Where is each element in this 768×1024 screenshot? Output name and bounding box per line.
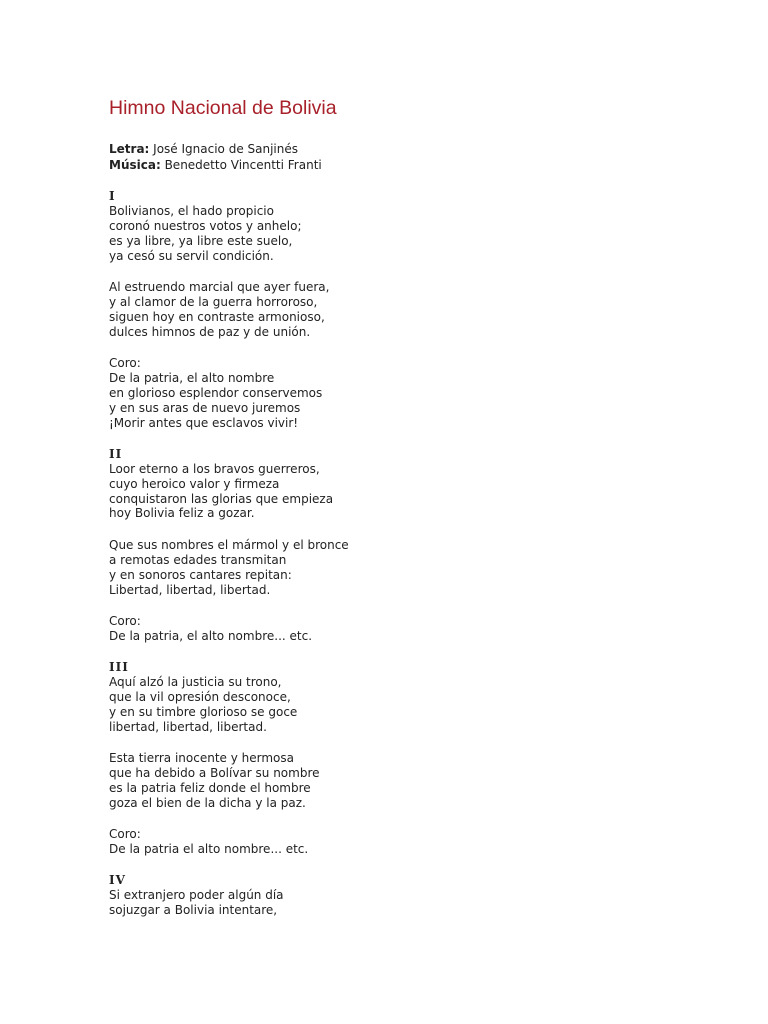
lyric-line: hoy Bolivia feliz a gozar. bbox=[109, 506, 255, 521]
music-label: Música: bbox=[109, 158, 161, 172]
stanza bbox=[109, 827, 349, 857]
lyric-line: es ya libre, ya libre este suelo, bbox=[109, 233, 293, 248]
lyric-line: libertad, libertad, libertad. bbox=[109, 719, 267, 734]
lyric-line: y al clamor de la guerra horroroso, bbox=[109, 294, 318, 309]
lyric-line: en glorioso esplendor conservemos bbox=[109, 385, 323, 400]
lyric-line: Aquí alzó la justicia su trono, bbox=[109, 674, 282, 689]
stanza-numeral: I bbox=[109, 189, 116, 203]
lyric-line: Si extranjero poder algún día bbox=[109, 888, 284, 903]
lyrics-author: José Ignacio de Sanjinés bbox=[153, 142, 299, 156]
lyric-line: Libertad, libertad, libertad. bbox=[109, 582, 271, 597]
lyric-line: goza el bien de la dicha y la paz. bbox=[109, 795, 306, 810]
lyric-line: que la vil opresión desconoce, bbox=[109, 689, 291, 704]
music-author: Benedetto Vincentti Franti bbox=[164, 158, 322, 172]
lyric-line: y en sus aras de nuevo juremos bbox=[109, 400, 301, 415]
stanza bbox=[109, 538, 349, 598]
stanza-numeral: III bbox=[109, 660, 129, 674]
lyric-line: De la patria, el alto nombre... etc. bbox=[109, 628, 313, 643]
lyric-line: es la patria feliz donde el hombre bbox=[109, 780, 311, 795]
lyrics-label: Letra: bbox=[109, 142, 150, 156]
lyric-line: conquistaron las glorias que empieza bbox=[109, 491, 334, 506]
lyric-line: y en sonoros cantares repitan: bbox=[109, 567, 292, 582]
lyric-line: siguen hoy en contraste armonioso, bbox=[109, 309, 325, 324]
lyric-line: ya cesó su servil condición. bbox=[109, 248, 274, 263]
lyric-line: Al estruendo marcial que ayer fuera, bbox=[109, 279, 330, 294]
stanza-numeral: IV bbox=[109, 873, 126, 888]
stanza bbox=[109, 614, 349, 644]
lyric-line: Bolivianos, el hado propicio bbox=[109, 203, 274, 218]
stanza bbox=[109, 189, 349, 264]
lyrics-credit bbox=[109, 141, 322, 157]
anthem-lyrics bbox=[109, 189, 349, 934]
lyric-line: que ha debido a Bolívar su nombre bbox=[109, 765, 320, 780]
lyric-line: Coro: bbox=[109, 613, 141, 628]
lyric-line: Coro: bbox=[109, 355, 141, 370]
lyric-line: Que sus nombres el mármol y el bronce bbox=[109, 537, 349, 552]
music-credit bbox=[109, 157, 322, 173]
stanza bbox=[109, 660, 349, 735]
lyric-line: dulces himnos de paz y de unión. bbox=[109, 324, 311, 339]
lyric-line: De la patria el alto nombre... etc. bbox=[109, 841, 309, 856]
lyric-line: coronó nuestros votos y anhelo; bbox=[109, 218, 302, 233]
page-title: Himno Nacional de Bolivia bbox=[109, 97, 337, 119]
lyric-line: cuyo heroico valor y firmeza bbox=[109, 476, 280, 491]
credits bbox=[109, 141, 322, 173]
lyric-line: De la patria, el alto nombre bbox=[109, 370, 275, 385]
lyric-line: y en su timbre glorioso se goce bbox=[109, 704, 298, 719]
stanza bbox=[109, 447, 349, 522]
lyric-line: Esta tierra inocente y hermosa bbox=[109, 750, 294, 765]
lyric-line: ¡Morir antes que esclavos vivir! bbox=[109, 415, 299, 430]
lyric-line: Coro: bbox=[109, 826, 141, 841]
lyric-line: a remotas edades transmitan bbox=[109, 552, 287, 567]
stanza bbox=[109, 356, 349, 431]
lyric-line: sojuzgar a Bolivia intentare, bbox=[109, 902, 278, 917]
lyric-line: Loor eterno a los bravos guerreros, bbox=[109, 461, 320, 476]
stanza bbox=[109, 280, 349, 340]
stanza bbox=[109, 751, 349, 811]
stanza bbox=[109, 873, 349, 918]
stanza-numeral: II bbox=[109, 446, 123, 461]
